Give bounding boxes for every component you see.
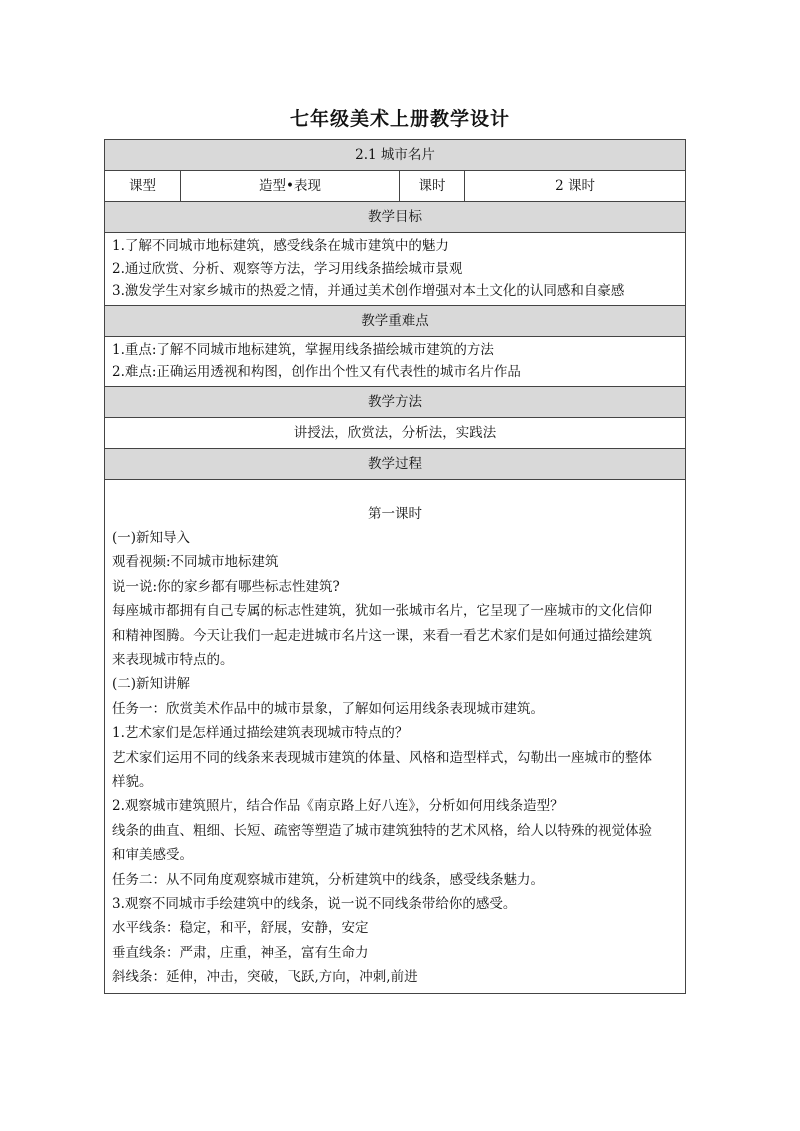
key-points-heading: 教学重难点	[105, 305, 686, 336]
process-row	[105, 479, 686, 993]
process-line: 任务一：欣赏美术作品中的城市景象，了解如何运用线条表现城市建筑。	[112, 700, 544, 717]
process-line: 水平线条：稳定，和平，舒展，安静，安定	[112, 920, 369, 937]
process-line: 线条的曲直、粗细、长短、疏密等塑造了城市建筑独特的艺术风格，给人以特殊的视觉体验	[112, 822, 652, 839]
key-points-list	[105, 336, 686, 386]
process-line: 和审美感受。	[112, 847, 193, 864]
process-line: 1.艺术家们是怎样通过描绘建筑表现城市特点的？	[112, 725, 409, 742]
process-line: 样貌。	[112, 773, 153, 790]
goal-item: 1.了解不同城市地标建筑，感受线条在城市建筑中的魅力	[112, 238, 449, 254]
process-line: 观看视频:不同城市地标建筑	[112, 554, 279, 571]
methods-value: 讲授法，欣赏法，分析法，实践法	[105, 417, 686, 448]
process-line: 2.观察城市建筑照片，结合作品《南京路上好八连》，分析如何用线条造型？	[112, 798, 564, 815]
goals-heading: 教学目标	[105, 202, 686, 233]
process-heading-row	[105, 448, 686, 479]
goals-list	[105, 233, 686, 306]
lesson-plan-table	[104, 139, 686, 994]
process-line: 说一说:你的家乡都有哪些标志性建筑?	[112, 578, 340, 595]
goal-item: 2.通过欣赏、分析、观察等方法，学习用线条描绘城市景观	[112, 260, 463, 277]
goals-row	[105, 233, 686, 306]
lesson-name-row	[105, 140, 686, 171]
lesson-name: 2.1 城市名片	[105, 140, 686, 171]
process-line: 3.观察不同城市手绘建筑中的线条，说一说不同线条带给你的感受。	[112, 896, 517, 912]
process-line: (一)新知导入	[112, 529, 191, 546]
key-points-heading-row	[105, 305, 686, 336]
process-line: 垂直线条：严肃，庄重，神圣，富有生命力	[112, 944, 369, 961]
lesson-hours-label: 课时	[400, 171, 465, 202]
lesson-type-value: 造型•表现	[181, 171, 400, 202]
process-content	[105, 479, 686, 993]
methods-row	[105, 417, 686, 448]
key-point-item: 2.难点:正确运用透视和构图，创作出个性又有代表性的城市名片作品	[112, 364, 521, 380]
page-title: 七年级美术上册教学设计	[289, 108, 510, 130]
key-points-row	[105, 336, 686, 386]
lesson-hours-value: 2 课时	[465, 171, 686, 202]
process-line: 任务二：从不同角度观察城市建筑，分析建筑中的线条，感受线条魅力。	[112, 871, 544, 888]
process-line: 每座城市都拥有自己专属的标志性建筑，犹如一张城市名片，它呈现了一座城市的文化信仰	[112, 603, 652, 620]
goals-heading-row	[105, 202, 686, 233]
process-heading: 教学过程	[105, 448, 686, 479]
process-line: 艺术家们运用不同的线条来表现城市建筑的体量、风格和造型样式，勾勒出一座城市的整体	[112, 749, 652, 766]
methods-heading-row	[105, 386, 686, 417]
process-line: 斜线条：延伸，冲击，突破，飞跃,方向，冲刺,前进	[112, 969, 418, 986]
process-line: (二)新知讲解	[112, 676, 191, 693]
goal-item: 3.激发学生对家乡城市的热爱之情，并通过美术创作增强对本土文化的认同感和自豪感	[112, 283, 625, 299]
lesson-type-label: 课型	[105, 171, 181, 202]
methods-heading: 教学方法	[105, 386, 686, 417]
process-line: 来表现城市特点的。	[112, 651, 234, 668]
key-point-item: 1.重点:了解不同城市地标建筑，掌握用线条描绘城市建筑的方法	[112, 341, 494, 358]
lesson-label: 第一课时	[368, 505, 422, 522]
lesson-info-row	[105, 171, 686, 202]
process-line: 和精神图腾。今天让我们一起走进城市名片这一课，来看一看艺术家们是如何通过描绘建筑	[112, 627, 652, 644]
